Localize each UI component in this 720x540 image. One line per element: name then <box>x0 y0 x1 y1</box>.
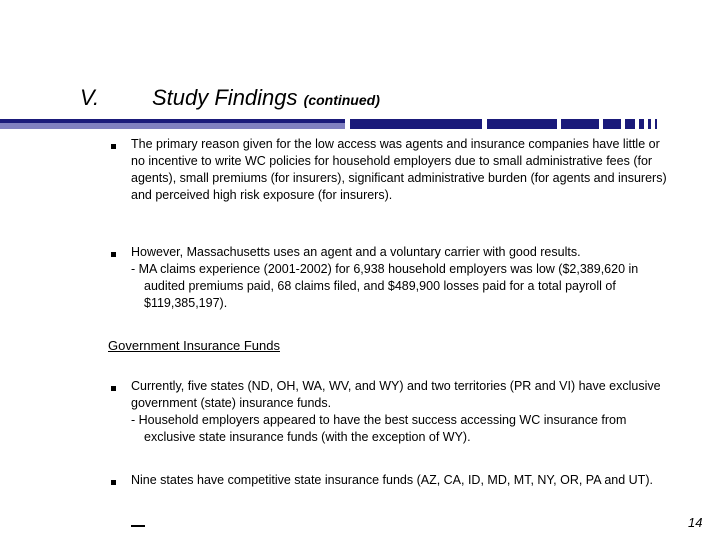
title-main: Study Findings <box>152 85 298 110</box>
bullet-text: However, Massachusetts uses an agent and a voluntary carrier with good results. <box>131 245 581 259</box>
bullet-text: Nine states have competitive state insurance funds (AZ, CA, ID, MD, MT, NY, OR, PA and UT). <box>131 473 653 487</box>
bullet-marker <box>111 252 116 257</box>
page-number: 14 <box>688 515 703 530</box>
finding-bullet-1 <box>131 136 671 204</box>
title-divider <box>0 119 660 131</box>
footer-rule <box>131 525 145 527</box>
finding-bullet-2 <box>131 244 671 312</box>
slide-title <box>152 85 380 111</box>
bullet-text: Currently, five states (ND, OH, WA, WV, and WY) and two territories (PR and VI) have exclusive government (state) insurance funds. <box>131 379 661 410</box>
finding-bullet-4 <box>131 472 676 489</box>
section-number: V. <box>80 85 100 110</box>
bullet-marker <box>111 480 116 485</box>
bullet-marker <box>111 144 116 149</box>
sub-bullet-text: - Household employers appeared to have the best success accessing WC insurance from exclusive state insurance funds (with the exception of WY). <box>131 413 627 444</box>
finding-bullet-3 <box>131 378 676 446</box>
bullet-marker <box>111 386 116 391</box>
sub-bullet-text: - MA claims experience (2001-2002) for 6,938 household employers was low ($2,389,620 in audited premiums paid, 68 claims filed, and $489,900 losses paid for a total payroll of $119,385,197). <box>131 262 639 310</box>
section-heading: Government Insurance Funds <box>108 338 280 353</box>
bullet-text: The primary reason given for the low access was agents and insurance companies have little or no incentive to write WC policies for household employers due to small administrative fees (for agents), small premiums (for insurers), significant administrative burden (for agents and insurers) and perceived high risk exposure (for insurers). <box>131 137 667 202</box>
title-subtitle: (continued) <box>303 92 380 108</box>
